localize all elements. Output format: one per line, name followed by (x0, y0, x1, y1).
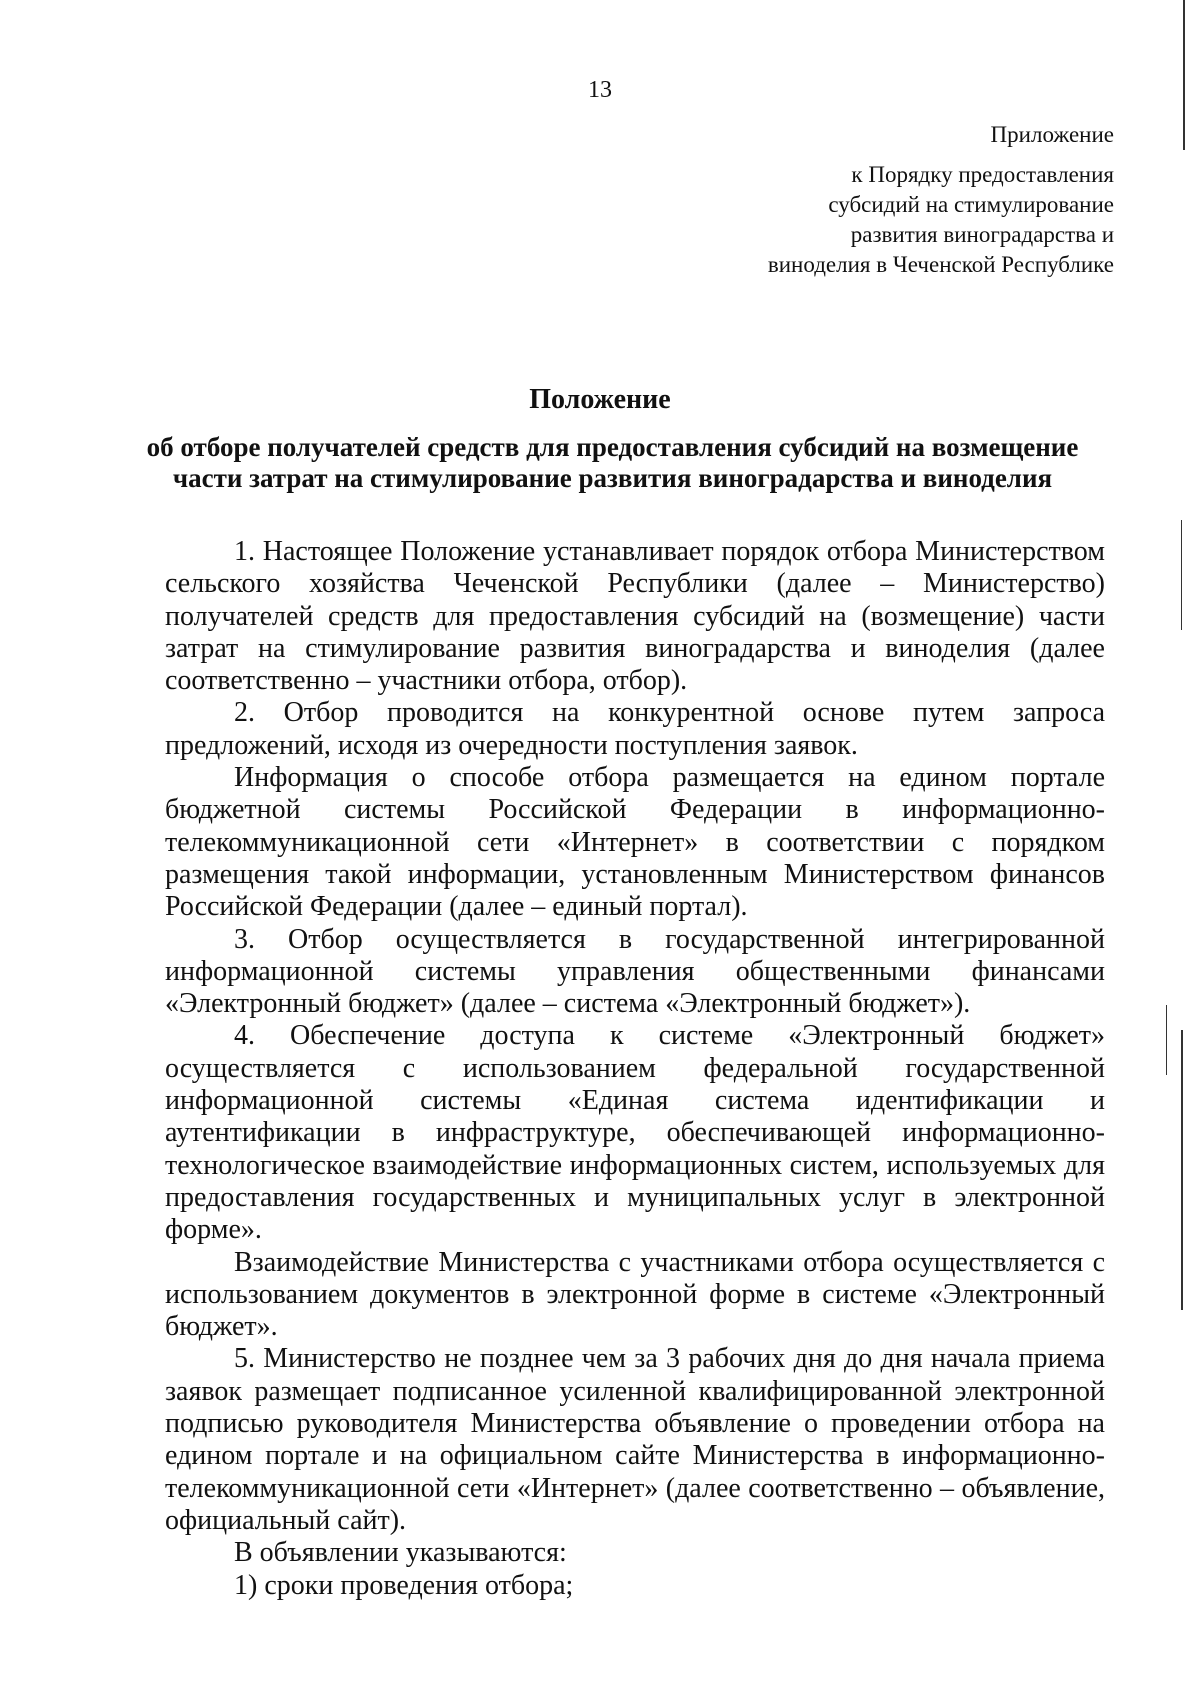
scan-artifact (1183, 0, 1185, 150)
document-title: Положение (529, 384, 671, 415)
scan-artifact (1166, 1005, 1167, 1075)
paragraph-1: 1. Настоящее Положение устанавливает порядок отбора Министерством сельского хозяйства Чеченской Республики (далее – Министерство) получателей средств для предоставления субсидий на (возмещение) части затрат на стимулирование развития виноградарства и виноделия (далее соответственно – участники отбора, отбор). (165, 536, 1105, 697)
page-number: 13 (588, 77, 612, 103)
list-item-1: 1) сроки проведения отбора; (234, 1569, 574, 1601)
paragraph-5: 5. Министерство не позднее чем за 3 рабочих дня до дня начала приема заявок размещает подписанное усиленной квалифицированной электронной подписью руководителя Министерства объявление о проведении отбора на едином портале и на официальном сайте Министерства в информационно-телекоммуникационной сети «Интернет» (далее соответственно – объявление, официальный сайт). (165, 1343, 1105, 1536)
appendix-line: к Порядку предоставления (851, 162, 1114, 187)
scan-artifact (1181, 1030, 1183, 1310)
appendix-line: развития виноградарства и (850, 222, 1114, 247)
appendix-block (594, 120, 1114, 280)
paragraph-3: 3. Отбор осуществляется в государственной интегрированной информационной системы управления общественными финансами «Электронный бюджет» (далее – система «Электронный бюджет»). (165, 923, 1105, 1020)
document-body (165, 536, 1105, 1602)
appendix-line: субсидий на стимулирование (828, 192, 1114, 217)
appendix-line: виноделия в Чеченской Республике (767, 252, 1114, 277)
paragraph-interaction: Взаимодействие Министерства с участниками отбора осуществляется с использованием документов в электронной форме в системе «Электронный бюджет». (165, 1246, 1105, 1343)
paragraph-4: 4. Обеспечение доступа к системе «Электронный бюджет» осуществляется с использованием федеральной государственной информационной системы «Единая система идентификации и аутентификации в инфраструктуре, обеспечивающей информационно-технологическое взаимодействие информационных систем, используемых для предоставления государственных и муниципальных услуг в электронной форме». (165, 1020, 1105, 1246)
subtitle-line: об отборе получателей средств для предоставления субсидий на возмещение (146, 432, 1079, 462)
scan-artifact (1181, 520, 1182, 630)
appendix-heading: Приложение (990, 122, 1114, 147)
paragraph-announcement-contents: В объявлении указываются: (234, 1537, 567, 1569)
paragraph-2: 2. Отбор проводится на конкурентной основе путем запроса предложений, исходя из очередности поступления заявок. (165, 697, 1105, 761)
document-subtitle (140, 432, 1085, 494)
paragraph-portal-info: Информация о способе отбора размещается на едином портале бюджетной системы Российской Федерации в информационно-телекоммуникационной сети «Интернет» в соответствии с порядком размещения такой информации, установленным Министерством финансов Российской Федерации (далее – единый портал). (165, 762, 1105, 923)
subtitle-line: части затрат на стимулирование развития виноградарства и виноделия (172, 463, 1053, 493)
